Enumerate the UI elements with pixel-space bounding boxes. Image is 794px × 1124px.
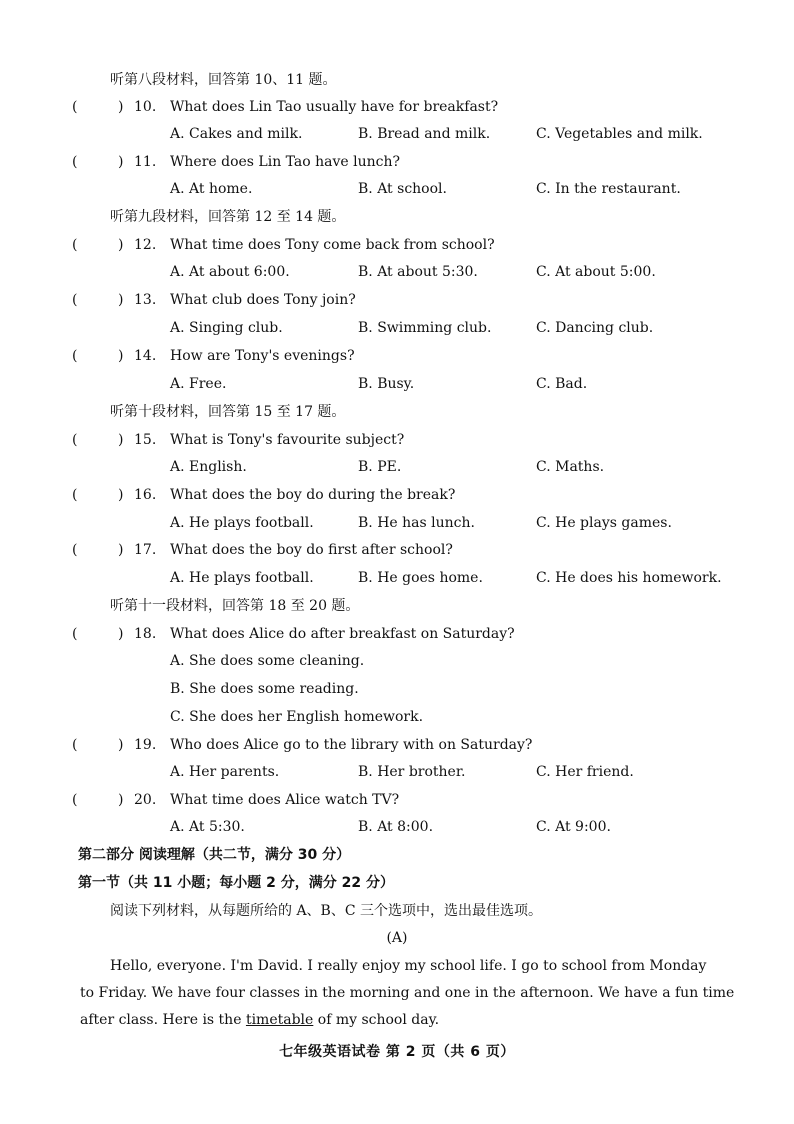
question-number: 16. (134, 487, 157, 503)
listening-group-header (0, 594, 794, 618)
option-c[interactable]: C. He plays games. (536, 515, 672, 531)
passage-text: after class. Here is the (80, 1012, 246, 1028)
answer-paren-open[interactable]: ( (72, 542, 78, 558)
passage-line (0, 981, 794, 1005)
question-number: 13. (134, 292, 157, 308)
listening-group-header (0, 68, 794, 92)
option-b[interactable]: B. Her brother. (358, 764, 466, 780)
option-c[interactable]: C. At about 5:00. (536, 264, 656, 280)
option-b[interactable]: B. She does some reading. (170, 681, 359, 697)
option-b[interactable]: B. He goes home. (358, 570, 483, 586)
question-row (0, 483, 794, 507)
answer-paren-close: ) (118, 237, 124, 253)
option-a[interactable]: A. At about 6:00. (170, 264, 290, 280)
answer-paren-open[interactable]: ( (72, 432, 78, 448)
answer-paren-close: ) (118, 154, 124, 170)
options-row (0, 372, 794, 396)
answer-paren-close: ) (118, 99, 124, 115)
option-a[interactable]: A. He plays football. (170, 570, 314, 586)
answer-paren-open[interactable]: ( (72, 292, 78, 308)
question-row (0, 288, 794, 312)
option-a[interactable]: A. English. (170, 459, 247, 475)
option-b[interactable]: B. Swimming club. (358, 320, 492, 336)
option-c[interactable]: C. He does his homework. (536, 570, 722, 586)
listening-group-header (0, 400, 794, 424)
option-c[interactable]: C. She does her English homework. (170, 709, 424, 725)
option-c[interactable]: C. At 9:00. (536, 819, 611, 835)
group-heading: 听第九段材料，回答第 12 至 14 题。 (110, 209, 346, 225)
answer-paren-close: ) (118, 487, 124, 503)
question-row (0, 622, 794, 646)
option-a[interactable]: A. Singing club. (170, 320, 283, 336)
question-number: 14. (134, 348, 157, 364)
options-row (0, 511, 794, 535)
page-footer-row (0, 1040, 794, 1064)
passage-line (0, 1008, 794, 1032)
answer-paren-open[interactable]: ( (72, 99, 78, 115)
options-row (0, 815, 794, 839)
question-number: 10. (134, 99, 157, 115)
question-text: What club does Tony join? (170, 292, 356, 308)
underlined-word-timetable: timetable (245, 1012, 314, 1028)
options-row (0, 760, 794, 784)
passage-label: (A) (386, 930, 408, 946)
question-row (0, 538, 794, 562)
question-row (0, 233, 794, 257)
section-one-title-row (0, 871, 794, 895)
option-c[interactable]: C. Dancing club. (536, 320, 654, 336)
question-text: How are Tony's evenings? (170, 348, 355, 364)
page-footer: 七年级英语试卷 第 2 页（共 6 页） (279, 1044, 515, 1060)
section-one-title: 第一节（共 11 小题；每小题 2 分，满分 22 分） (78, 875, 394, 891)
option-b[interactable]: B. Busy. (358, 376, 415, 392)
options-row (0, 177, 794, 201)
question-number: 20. (134, 792, 157, 808)
options-row (0, 316, 794, 340)
question-number: 17. (134, 542, 157, 558)
answer-paren-close: ) (118, 792, 124, 808)
answer-paren-open[interactable]: ( (72, 237, 78, 253)
option-c[interactable]: C. Maths. (536, 459, 605, 475)
answer-paren-open[interactable]: ( (72, 626, 78, 642)
answer-paren-close: ) (118, 626, 124, 642)
passage-text: of my school day. (313, 1012, 440, 1028)
options-row (0, 455, 794, 479)
option-b[interactable]: B. At school. (358, 181, 447, 197)
option-a[interactable]: A. She does some cleaning. (170, 653, 365, 669)
option-b[interactable]: B. At about 5:30. (358, 264, 478, 280)
question-row (0, 95, 794, 119)
option-c[interactable]: C. Vegetables and milk. (536, 126, 703, 142)
option-a[interactable]: A. Her parents. (170, 764, 280, 780)
options-row (0, 260, 794, 284)
option-a[interactable]: A. Free. (170, 376, 227, 392)
group-heading: 听第十段材料，回答第 15 至 17 题。 (110, 404, 346, 420)
options-row (0, 677, 794, 701)
question-number: 12. (134, 237, 157, 253)
option-b[interactable]: B. PE. (358, 459, 402, 475)
question-number: 18. (134, 626, 157, 642)
group-heading: 听第十一段材料，回答第 18 至 20 题。 (110, 598, 360, 614)
instruction-row (0, 899, 794, 923)
question-text: What is Tony's favourite subject? (170, 432, 405, 448)
group-heading: 听第八段材料，回答第 10、11 题。 (110, 72, 337, 88)
answer-paren-open[interactable]: ( (72, 487, 78, 503)
passage-label-row (0, 926, 794, 950)
option-a[interactable]: A. At 5:30. (170, 819, 245, 835)
option-a[interactable]: A. He plays football. (170, 515, 314, 531)
answer-paren-open[interactable]: ( (72, 154, 78, 170)
part-two-title: 第二部分 阅读理解（共二节，满分 30 分） (78, 847, 351, 863)
option-a[interactable]: A. Cakes and milk. (170, 126, 303, 142)
answer-paren-close: ) (118, 348, 124, 364)
option-b[interactable]: B. He has lunch. (358, 515, 475, 531)
question-text: What does the boy do during the break? (170, 487, 456, 503)
answer-paren-close: ) (118, 292, 124, 308)
option-a[interactable]: A. At home. (170, 181, 253, 197)
question-number: 11. (134, 154, 157, 170)
answer-paren-close: ) (118, 737, 124, 753)
option-c[interactable]: C. Bad. (536, 376, 588, 392)
reading-instruction: 阅读下列材料，从每题所给的 A、B、C 三个选项中，选出最佳选项。 (110, 903, 543, 919)
options-row (0, 122, 794, 146)
passage-text-line3 (80, 1008, 710, 1032)
passage-line (0, 954, 794, 978)
option-b[interactable]: B. Bread and milk. (358, 126, 491, 142)
question-text: Who does Alice go to the library with on Saturday? (170, 737, 533, 753)
question-row (0, 344, 794, 368)
part-two-title-row (0, 843, 794, 867)
question-row (0, 150, 794, 174)
option-b[interactable]: B. At 8:00. (358, 819, 434, 835)
options-row (0, 705, 794, 729)
answer-paren-close: ) (118, 432, 124, 448)
answer-paren-close: ) (118, 542, 124, 558)
question-row (0, 733, 794, 757)
question-text: What time does Tony come back from school? (170, 237, 495, 253)
question-number: 19. (134, 737, 157, 753)
answer-paren-open[interactable]: ( (72, 737, 78, 753)
question-text: Where does Lin Tao have lunch? (170, 154, 401, 170)
listening-group-header (0, 205, 794, 229)
question-text: What does Lin Tao usually have for breakfast? (170, 99, 499, 115)
question-text: What does Alice do after breakfast on Saturday? (170, 626, 515, 642)
question-text: What time does Alice watch TV? (170, 792, 400, 808)
options-row (0, 566, 794, 590)
passage-text: Hello, everyone. I'm David. I really enjoy my school life. I go to school from Monday (110, 958, 707, 974)
question-row (0, 788, 794, 812)
question-text: What does the boy do first after school? (170, 542, 453, 558)
option-c[interactable]: C. In the restaurant. (536, 181, 681, 197)
answer-paren-open[interactable]: ( (72, 348, 78, 364)
question-number: 15. (134, 432, 157, 448)
options-row (0, 649, 794, 673)
answer-paren-open[interactable]: ( (72, 792, 78, 808)
question-row (0, 428, 794, 452)
option-c[interactable]: C. Her friend. (536, 764, 634, 780)
passage-text: to Friday. We have four classes in the morning and one in the afternoon. We have a fun time (80, 985, 735, 1001)
